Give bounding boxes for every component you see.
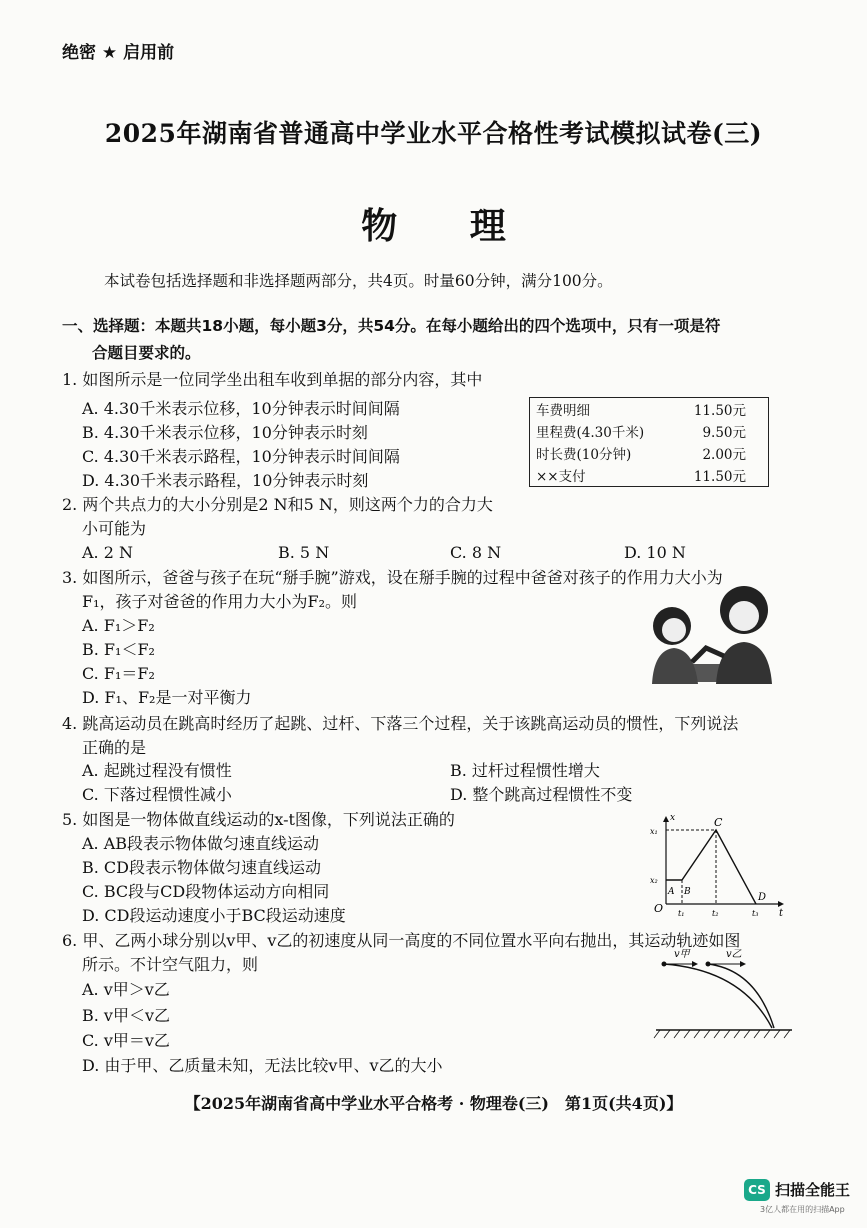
q4-option-d: D. 整个跳高过程惯性不变 — [450, 785, 633, 804]
q2-option-c: C. 8 N — [450, 543, 502, 562]
camscanner-tagline: 3亿人都在用的扫描App — [760, 1205, 845, 1214]
camscanner-logo-icon: CS — [744, 1179, 770, 1201]
taxi-receipt — [529, 397, 769, 487]
q5-option-d: D. CD段运动速度小于BC段运动速度 — [82, 906, 346, 925]
projectile-figure — [652, 944, 798, 1044]
q4-option-b: B. 过杆过程惯性增大 — [450, 761, 600, 780]
q6-stem: 6. 甲、乙两小球分别以v甲、v乙的初速度从同一高度的不同位置水平向右抛出，其运动轨迹如图 — [62, 931, 741, 950]
receipt-label: 时长费(10分钟) — [536, 447, 632, 463]
v-yi-label: v乙 — [726, 949, 742, 960]
q3-option-a: A. F₁＞F₂ — [82, 616, 155, 635]
father-body — [716, 642, 772, 684]
q6-option-d: D. 由于甲、乙质量未知，无法比较v甲、v乙的大小 — [82, 1056, 443, 1075]
x-t-graph — [646, 814, 786, 922]
q1-option-b: B. 4.30千米表示位移，10分钟表示时刻 — [82, 423, 368, 442]
tick-t3: t₃ — [752, 909, 759, 918]
q2-option-d: D. 10 N — [624, 543, 686, 562]
tick-t1: t₁ — [678, 909, 685, 918]
q5-option-b: B. CD段表示物体做匀速直线运动 — [82, 858, 322, 877]
q6-option-c: C. v甲＝v乙 — [82, 1031, 170, 1050]
q6-stem-cont: 所示。不计空气阻力，则 — [82, 955, 259, 974]
exam-title: 2025年湖南省普通高中学业水平合格性考试模拟试卷(三) — [104, 119, 763, 148]
confidential-label: 绝密 ★ 启用前 — [62, 43, 175, 63]
q2-option-a: A. 2 N — [82, 543, 133, 562]
origin-label: O — [654, 902, 664, 915]
q2-stem: 2. 两个共点力的大小分别是2 N和5 N，则这两个力的合力大 — [62, 495, 493, 514]
receipt-label: 里程费(4.30千米) — [536, 425, 645, 441]
section-heading-cont: 合题目要求的。 — [92, 344, 201, 362]
receipt-value: 2.00元 — [702, 447, 746, 463]
q6-option-a: A. v甲＞v乙 — [82, 980, 170, 999]
receipt-value: 9.50元 — [702, 425, 746, 441]
receipt-value: 11.50元 — [693, 469, 746, 485]
arm-wrestling-illustration — [644, 584, 774, 694]
father-face — [729, 601, 759, 631]
q3-stem: 3. 如图所示，爸爸与孩子在玩“掰手腕”游戏，设在掰手腕的过程中爸爸对孩子的作用力大小为 — [62, 568, 723, 587]
arrow-head-jia — [692, 961, 698, 967]
subject-title: 物 理 — [361, 205, 536, 247]
point-c: C — [714, 816, 723, 829]
tick-x2: x₂ — [650, 876, 658, 885]
v-jia-label: v甲 — [674, 949, 690, 960]
q3-stem-cont: F₁，孩子对爸爸的作用力大小为F₂。则 — [82, 592, 358, 611]
tick-t2: t₂ — [712, 909, 719, 918]
t-axis-arrow — [778, 901, 784, 907]
receipt-row — [530, 442, 769, 464]
arrow-head-yi — [740, 961, 746, 967]
receipt-row — [530, 420, 769, 442]
q3-option-c: C. F₁＝F₂ — [82, 664, 155, 683]
q5-option-c: C. BC段与CD段物体运动方向相同 — [82, 882, 330, 901]
q1-option-a: A. 4.30千米表示位移，10分钟表示时间间隔 — [82, 399, 400, 418]
point-b: B — [684, 887, 691, 897]
exam-instructions: 本试卷包括选择题和非选择题两部分，共4页。时量60分钟，满分100分。 — [104, 272, 613, 290]
x-axis-arrow — [663, 816, 669, 822]
ground-hatching — [654, 1030, 790, 1038]
section-heading: 一、选择题：本题共18小题，每小题3分，共54分。在每小题给出的四个选项中，只有一项是符 — [62, 317, 721, 335]
receipt-label: 车费明细 — [536, 403, 590, 419]
trajectory-jia — [664, 964, 772, 1028]
receipt-label: ××支付 — [536, 469, 586, 485]
q3-option-b: B. F₁＜F₂ — [82, 640, 155, 659]
receipt-row — [530, 398, 769, 421]
graph-line — [666, 830, 756, 904]
child-face — [662, 618, 686, 642]
q4-stem: 4. 跳高运动员在跳高时经历了起跳、过杆、下落三个过程，关于该跳高运动员的惯性，下列说法 — [62, 714, 739, 733]
x-axis-label: x — [670, 814, 676, 823]
trajectory-yi — [708, 964, 774, 1028]
q3-option-d: D. F₁、F₂是一对平衡力 — [82, 688, 252, 707]
receipt-row — [530, 464, 769, 487]
q5-option-a: A. AB段表示物体做匀速直线运动 — [82, 834, 320, 853]
q4-stem-cont: 正确的是 — [82, 738, 147, 757]
tick-x1: x₁ — [650, 827, 658, 836]
t-axis-label: t — [779, 908, 784, 919]
q1-option-c: C. 4.30千米表示路程，10分钟表示时间间隔 — [82, 447, 400, 466]
q4-option-a: A. 起跳过程没有惯性 — [82, 761, 232, 780]
q1-option-d: D. 4.30千米表示路程，10分钟表示时刻 — [82, 471, 369, 490]
q2-stem-cont: 小可能为 — [82, 519, 147, 538]
q6-option-b: B. v甲＜v乙 — [82, 1006, 171, 1025]
camscanner-name: 扫描全能王 — [775, 1181, 851, 1199]
receipt-value: 11.50元 — [693, 403, 746, 419]
page-footer: 【2025年湖南省高中学业水平合格考 · 物理卷(三) 第1页(共4页)】 — [184, 1094, 683, 1113]
q1-stem: 1. 如图所示是一位同学坐出租车收到单据的部分内容，其中 — [62, 370, 483, 389]
q4-option-c: C. 下落过程惯性减小 — [82, 785, 232, 804]
point-d: D — [758, 892, 767, 903]
arms — [692, 648, 724, 662]
child-body — [652, 648, 698, 684]
point-a: A — [668, 887, 675, 897]
q5-stem: 5. 如图是一物体做直线运动的x-t图像，下列说法正确的 — [62, 810, 455, 829]
q2-option-b: B. 5 N — [278, 543, 330, 562]
